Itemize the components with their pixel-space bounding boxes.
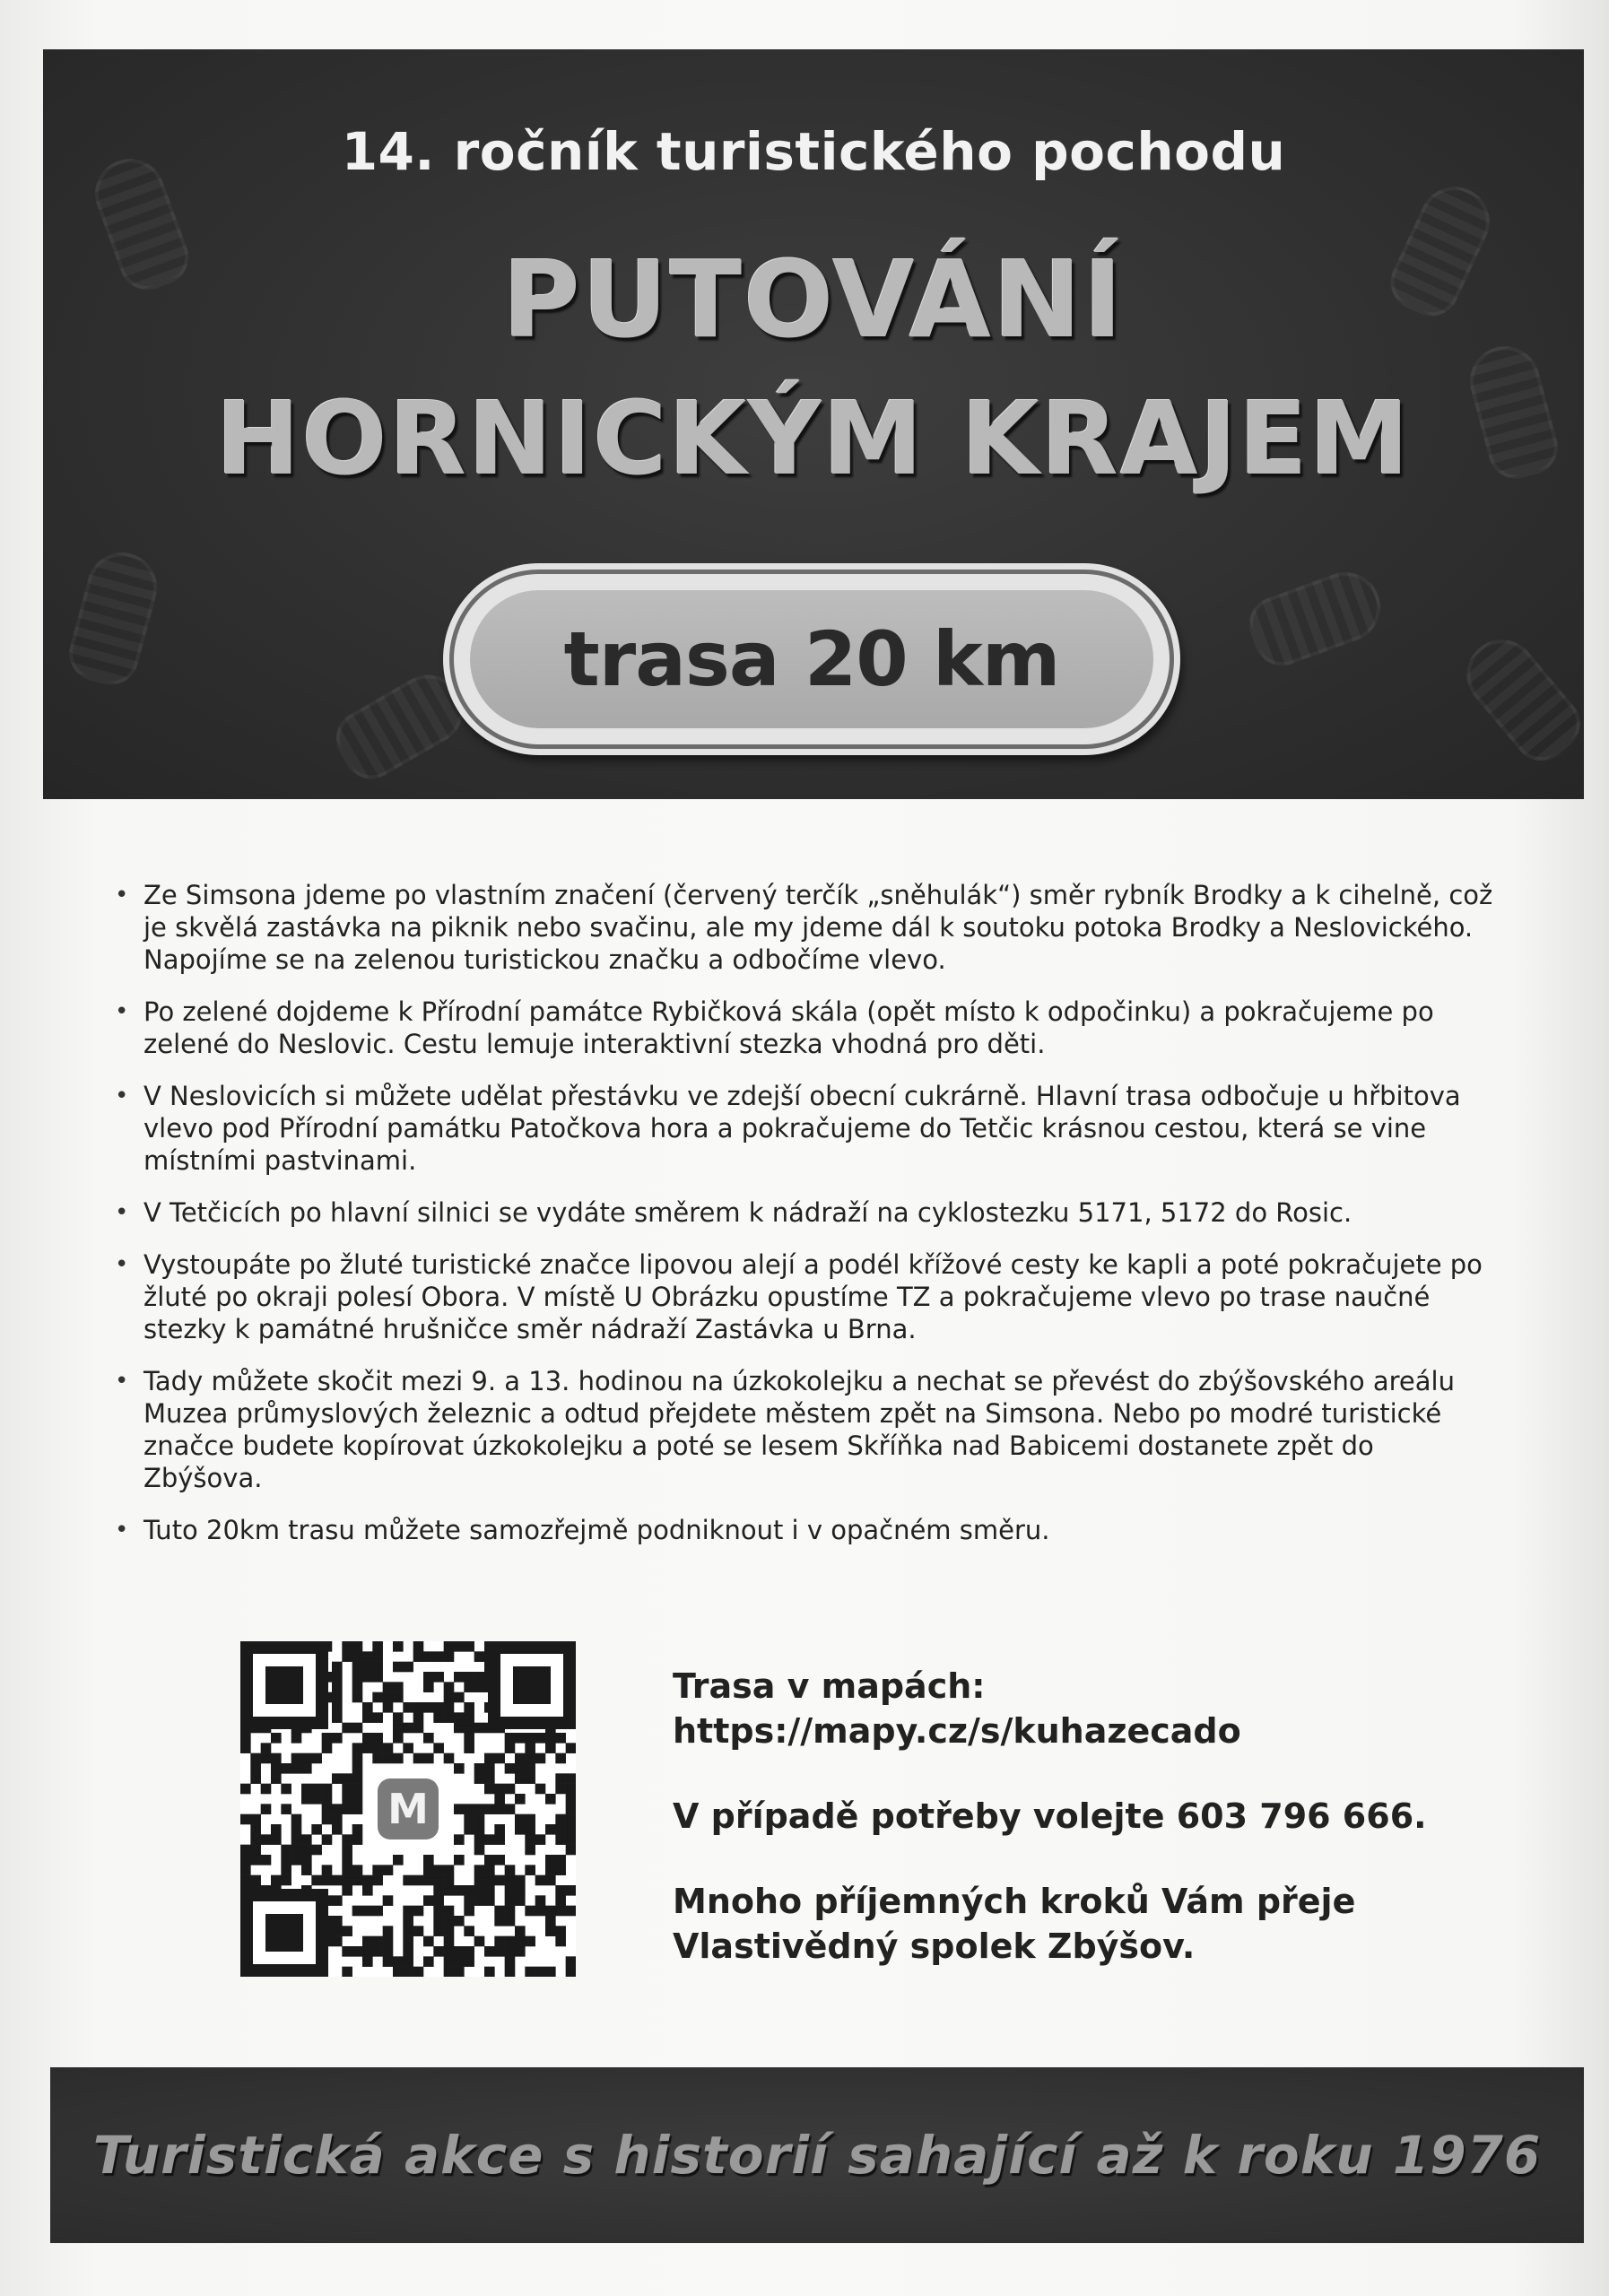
footprint-decoration (1241, 562, 1390, 674)
greeting-line1: Mnoho příjemných kroků Vám přeje (673, 1882, 1356, 1921)
footprint-decoration (1453, 625, 1584, 772)
list-item: • V Neslovicích si můžete udělat přestávku ve zdejší obecní cukrárně. Hlavní trasa odbočuje u hřbitova vlevo pod Přírodní památku Patočkova hora a pokračujeme do Tetčic krásnou cestou, která se vine místními pastvinami. (135, 1080, 1498, 1177)
footer-tagline: Turistická akce s historií sahající až k roku 1976 (92, 2125, 1542, 2186)
event-subtitle: 14. ročník turistického pochodu (341, 121, 1286, 182)
footprint-decoration (63, 544, 165, 691)
route-description-list (135, 879, 1498, 1566)
map-link[interactable]: https://mapy.cz/s/kuhazecado (673, 1711, 1241, 1751)
contact-info (673, 1664, 1480, 1969)
qr-code-graphic (240, 1641, 576, 1977)
greeting-line2: Vlastivědný spolek Zbýšov. (673, 1926, 1196, 1966)
qr-logo-letter: M (387, 1785, 429, 1833)
contact-phone-text: V případě potřeby volejte 603 796 666. (673, 1796, 1427, 1836)
route-badge-label: trasa 20 km (470, 590, 1153, 728)
list-item: • Po zelené dojdeme k Přírodní památce Rybičková skála (opět místo k odpočinku) a pokračujeme po zelené do Neslovic. Cestu lemuje interaktivní stezka vhodná pro děti. (135, 996, 1498, 1060)
footer-banner (50, 2067, 1584, 2243)
list-item: • Tady můžete skočit mezi 9. a 13. hodinou na úzkokolejku a nechat se převést do zbýšovského areálu Muzea průmyslových železnic a odtud přejdete městem zpět na Simsona. Nebo po modré turistické značce budete kopírovat úzkokolejku a poté se lesem Skříňka nad Babicemi dostanete zpět do Zbýšova. (135, 1365, 1498, 1494)
event-title-line1: PUTOVÁNÍ (502, 238, 1125, 361)
qr-code[interactable] (240, 1641, 576, 1977)
map-label: Trasa v mapách: (673, 1666, 986, 1706)
header-banner (43, 49, 1584, 799)
route-badge (454, 574, 1170, 744)
event-title-line2: HORNICKÝM KRAJEM (215, 381, 1412, 498)
list-item: • Tuto 20km trasu můžete samozřejmě podniknout i v opačném směru. (135, 1514, 1498, 1546)
list-item: • V Tetčicích po hlavní silnici se vydáte směrem k nádraží na cyklostezku 5171, 5172 do Rosic. (135, 1196, 1498, 1229)
footprint-decoration (326, 662, 475, 789)
list-item: • Vystoupáte po žluté turistické značce lipovou alejí a podél křížové cesty ke kapli a poté pokračujete po žluté po okraji polesí Obora. V místě U Obrázku opustíme TZ a pokračujeme vlevo po trase naučné stezky k památné hrušničce směr nádraží Zastávka u Brna. (135, 1248, 1498, 1345)
list-item: • Ze Simsona jdeme po vlastním značení (červený terčík „sněhulák“) směr rybník Brodky a k cihelně, což je skvělá zastávka na piknik nebo svačinu, ale my jdeme dál k soutoku potoka Brodky a Neslovického. Napojíme se na zelenou turistickou značku a odbočíme vlevo. (135, 879, 1498, 976)
